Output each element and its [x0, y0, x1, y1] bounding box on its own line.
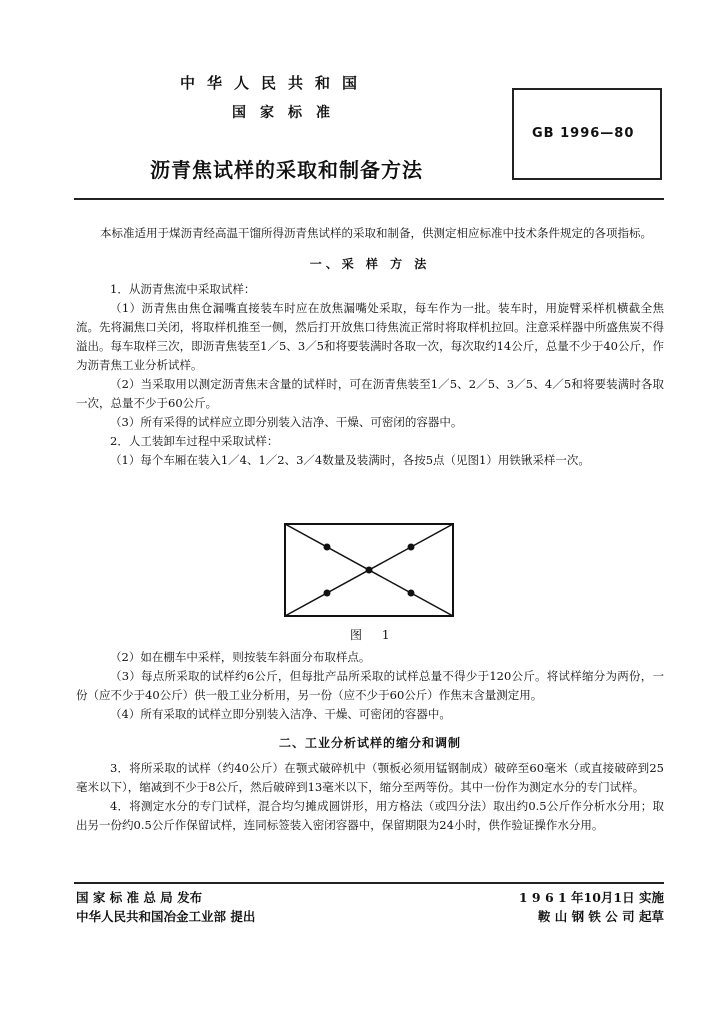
document-title: 沥青焦试样的采取和制备方法 — [150, 158, 423, 182]
footer-row-1 — [76, 888, 664, 906]
footer-rule — [74, 882, 664, 884]
issuer: 国 家 标 准 总 局 发布 — [76, 890, 203, 905]
s1-item1: 1．从沥青焦流中采取试样： — [110, 282, 256, 296]
s1-paragraph-3: （3）所有采得的试样应立即分别装入洁净、干燥、可密闭的容器中。 — [110, 415, 463, 429]
body-lower — [76, 648, 664, 835]
s2-paragraph-1: 3．将所采取的试样（约40公斤）在颚式破碎机中（颚板必须用锰钢制成）破碎至60毫米（或直接破碎到25毫米以下），缩减到不少于8公斤，然后破碎到13毫米以下，缩分至两等份。其中一份作为测定水分的专门试样。 — [76, 761, 664, 794]
standard-type: 国家标准 — [232, 105, 344, 121]
sample-point — [408, 590, 415, 597]
standard-number: GB 1996—80 — [532, 126, 635, 141]
sample-point — [366, 567, 373, 574]
issue-date: 1 9 6 1 年10月1日 实施 — [518, 890, 664, 905]
s1-paragraph-6: （3）每点所采取的试样约6公斤，但每批产品所采取的试样总量不得少于120公斤。将试样缩分为两份，一份（应不少于40公斤）供一般工业分析用，另一份（应不少于60公斤）作焦末含量测定用。 — [76, 669, 664, 702]
sample-point — [324, 544, 331, 551]
s1-paragraph-4: （1）每个车厢在装入1／4、1／2、3／4数量及装满时，各按5点（见图1）用铁锹采样一次。 — [110, 453, 590, 467]
header-rule — [74, 198, 664, 200]
country-name: 中华人民共和国 — [180, 74, 370, 92]
section1-heading: 一、采 样 方 法 — [309, 257, 431, 271]
s2-paragraph-2: 4．将测定水分的专门试样，混合均匀摊成圆饼形，用方格法（或四分法）取出约0.5公斤作分析水分用；取出另一份约0.5公斤作保留试样，连同标签装入密闭容器中，保留期限为24小时，供作验证操作水分用。 — [76, 799, 664, 832]
figure-1-sampling-diagram — [284, 523, 454, 617]
sample-point — [408, 544, 415, 551]
drafter: 鞍 山 钢 铁 公 司 起草 — [537, 909, 664, 924]
figure-caption: 图 1 — [350, 628, 398, 642]
sample-point — [324, 590, 331, 597]
body-upper — [76, 224, 664, 470]
s1-paragraph-1: （1）沥青焦由焦仓漏嘴直接装车时应在放焦漏嘴处采取，每车作为一批。装车时，用旋臂采样机横截全焦流。先将漏焦口关闭，将取样机推至一侧，然后打开放焦口待焦流正常时将取样机拉回。注意采样器中所盛焦炭不得溢出。每车取样三次，即沥青焦装至1／5、3／5和将要装满时各取一次，每次取约14公斤，总量不少于40公斤，作为沥青焦工业分析试样。 — [76, 301, 664, 372]
section2-heading: 二、工业分析试样的缩分和调制 — [278, 736, 461, 750]
s1-paragraph-2: （2）当采取用以测定沥青焦末含量的试样时，可在沥青焦装至1／5、2／5、3／5、4／5和将要装满时各取一次，总量不少于60公斤。 — [76, 377, 664, 410]
proposer: 中华人民共和国冶金工业部 提出 — [76, 909, 256, 924]
intro-paragraph: 本标准适用于煤沥青经高温干馏所得沥青焦试样的采取和制备，供测定相应标准中技术条件规定的各项指标。 — [100, 226, 652, 240]
s1-paragraph-5: （2）如在棚车中采样，则按装车斜面分布取样点。 — [110, 650, 371, 664]
footer-row-2 — [76, 907, 664, 925]
s1-item2: 2．人工装卸车过程中采取试样： — [110, 434, 279, 448]
s1-paragraph-7: （4）所有采取的试样立即分别装入洁净、干燥、可密闭的容器中。 — [110, 707, 451, 721]
